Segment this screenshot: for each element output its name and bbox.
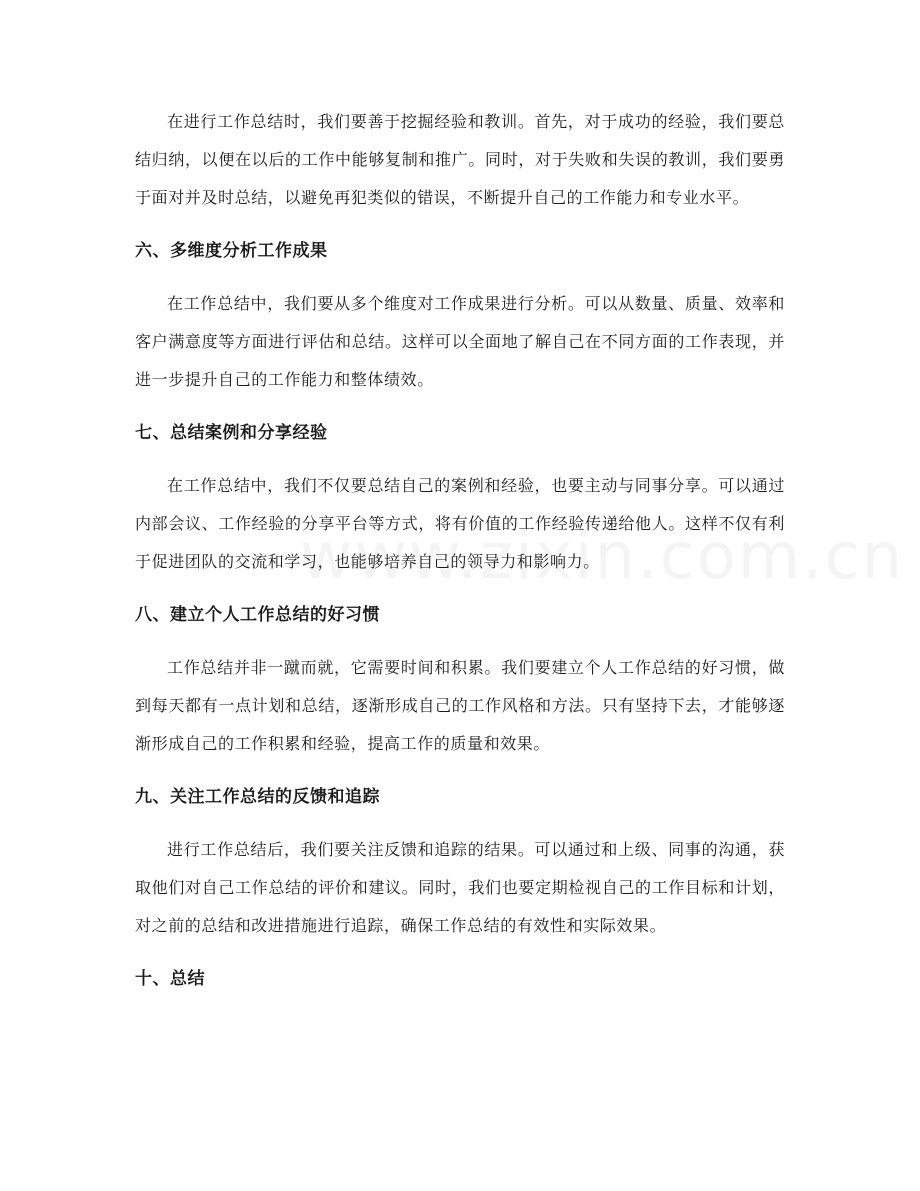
section-heading-8: 八、建立个人工作总结的好习惯: [135, 605, 380, 625]
section-heading-7: 七、总结案例和分享经验: [135, 423, 328, 443]
section-paragraph-7: 在工作总结中，我们不仅要总结自己的案例和经验，也要主动与同事分享。可以通过内部会议、工作经验的分享平台等方式，将有价值的工作经验传递给他人。这样不仅有利于促进团队的交流和学习，也能够培养自己的领导力和影响力。: [135, 476, 785, 571]
section-paragraph-6: 在工作总结中，我们要从多个维度对工作成果进行分析。可以从数量、质量、效率和客户满意度等方面进行评估和总结。这样可以全面地了解自己在不同方面的工作表现，并进一步提升自己的工作能力和整体绩效。: [135, 294, 785, 389]
section-heading-10: 十、总结: [135, 969, 205, 989]
document-body: [135, 103, 785, 991]
intro-paragraph: 在进行工作总结时，我们要善于挖掘经验和教训。首先，对于成功的经验，我们要总结归纳，以便在以后的工作中能够复制和推广。同时，对于失败和失误的教训，我们要勇于面对并及时总结，以避免再犯类似的错误，不断提升自己的工作能力和专业水平。: [135, 112, 785, 207]
section-heading-9: 九、关注工作总结的反馈和追踪: [135, 787, 380, 807]
section-paragraph-9: 进行工作总结后，我们要关注反馈和追踪的结果。可以通过和上级、同事的沟通，获取他们对自己工作总结的评价和建议。同时，我们也要定期检视自己的工作目标和计划，对之前的总结和改进措施进行追踪，确保工作总结的有效性和实际效果。: [135, 840, 785, 935]
section-paragraph-8: 工作总结并非一蹴而就，它需要时间和积累。我们要建立个人工作总结的好习惯，做到每天都有一点计划和总结，逐渐形成自己的工作风格和方法。只有坚持下去，才能够逐渐形成自己的工作积累和经验，提高工作的质量和效果。: [135, 658, 785, 753]
section-heading-6: 六、多维度分析工作成果: [135, 241, 328, 261]
